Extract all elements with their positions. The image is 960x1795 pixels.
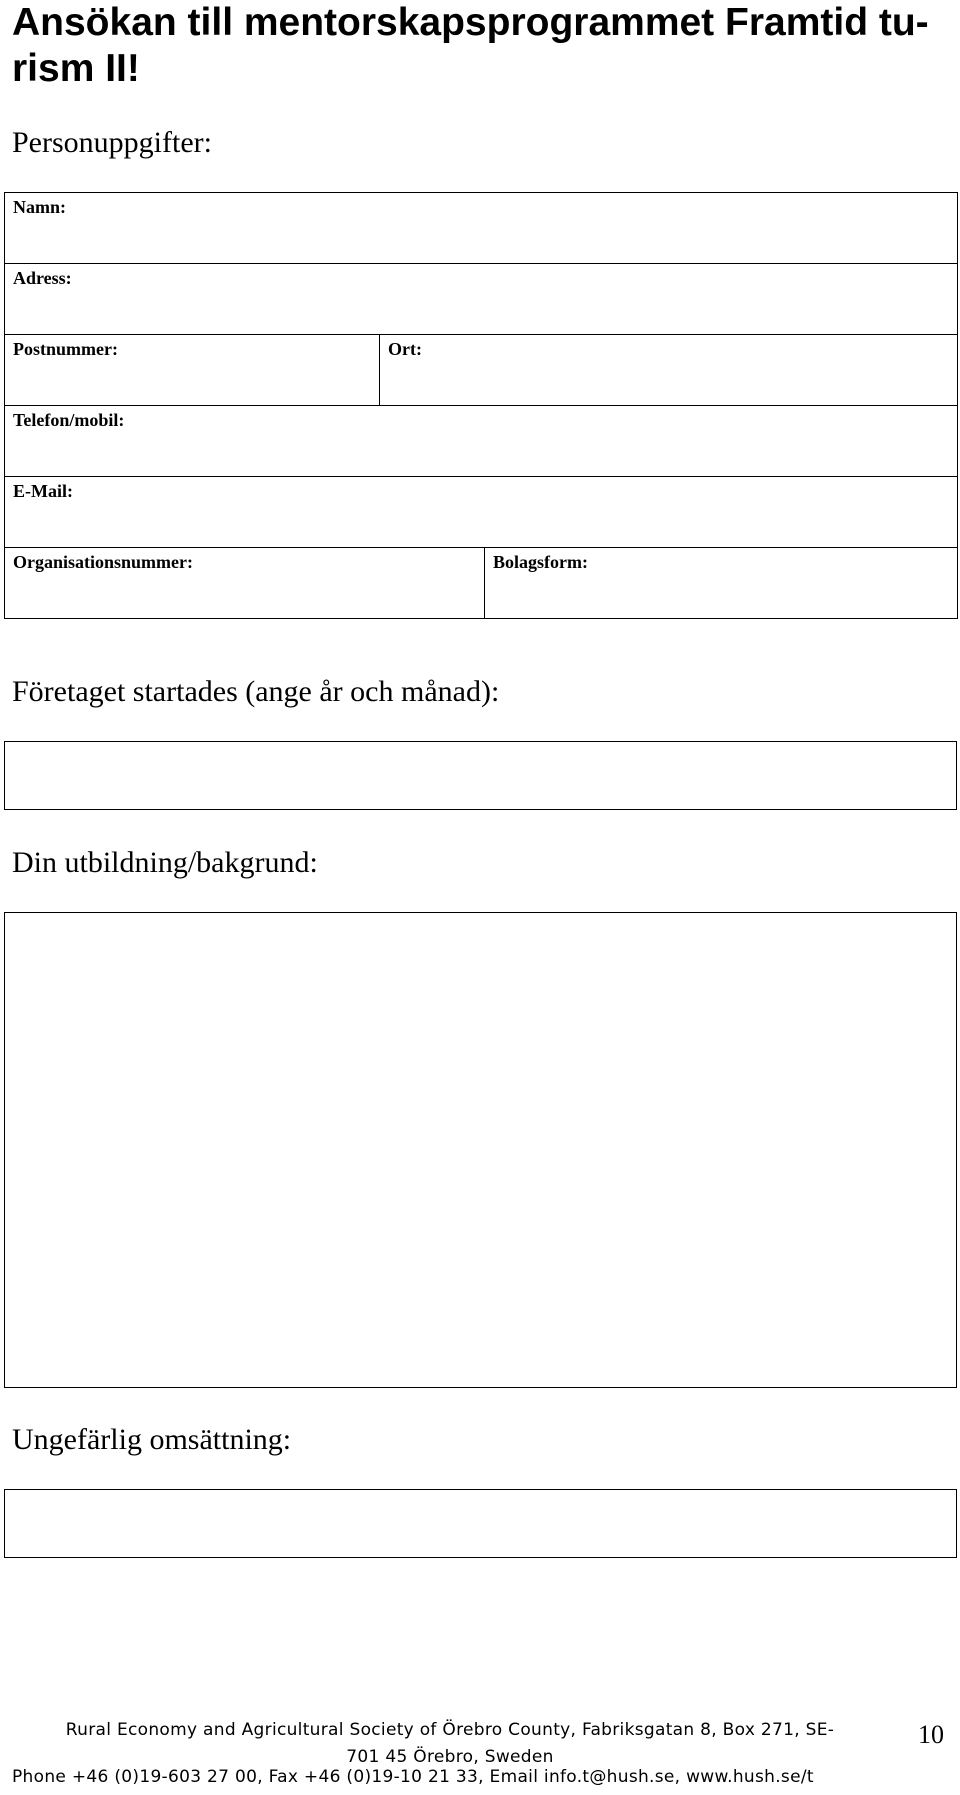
city-field[interactable] — [380, 335, 958, 406]
turnover-box[interactable] — [4, 1489, 957, 1558]
title-line-1: Ansökan till mentorskapsprogrammet Framtid tu- — [12, 1, 929, 44]
background-box[interactable] — [4, 912, 957, 1388]
address-field[interactable] — [5, 264, 958, 335]
email-field[interactable] — [5, 477, 958, 548]
name-field[interactable] — [5, 193, 958, 264]
postcode-label: Postnummer: — [13, 339, 118, 359]
city-label: Ort: — [388, 339, 422, 359]
page-number: 10 — [918, 1720, 944, 1749]
page-title — [12, 0, 942, 92]
org-number-field[interactable] — [5, 548, 485, 619]
footer-address — [10, 1717, 890, 1771]
phone-label: Telefon/mobil: — [13, 410, 125, 430]
started-heading: Företaget startades (ange år och månad): — [12, 675, 500, 708]
email-label: E-Mail: — [13, 481, 73, 501]
address-label: Adress: — [13, 268, 72, 288]
footer-line-2: 701 45 Örebro, Sweden — [346, 1747, 554, 1767]
turnover-heading: Ungefärlig omsättning: — [12, 1423, 292, 1456]
personal-heading: Personuppgifter: — [12, 126, 212, 159]
footer-line-1: Rural Economy and Agricultural Society of Örebro County, Fabriksgatan 8, Box 271, SE- — [65, 1720, 835, 1740]
postcode-field[interactable] — [5, 335, 380, 406]
footer-contact: Phone +46 (0)19-603 27 00, Fax +46 (0)19-10 21 33, Email info.t@hush.se, www.hush.se/t — [12, 1767, 814, 1787]
personal-details-form — [4, 192, 958, 619]
title-line-2: rism II! — [12, 47, 140, 90]
company-type-label: Bolagsform: — [493, 552, 588, 572]
background-heading: Din utbildning/bakgrund: — [12, 846, 318, 879]
org-number-label: Organisationsnummer: — [13, 552, 193, 572]
name-label: Namn: — [13, 197, 66, 217]
company-type-field[interactable] — [485, 548, 958, 619]
started-date-box[interactable] — [4, 741, 957, 810]
phone-field[interactable] — [5, 406, 958, 477]
